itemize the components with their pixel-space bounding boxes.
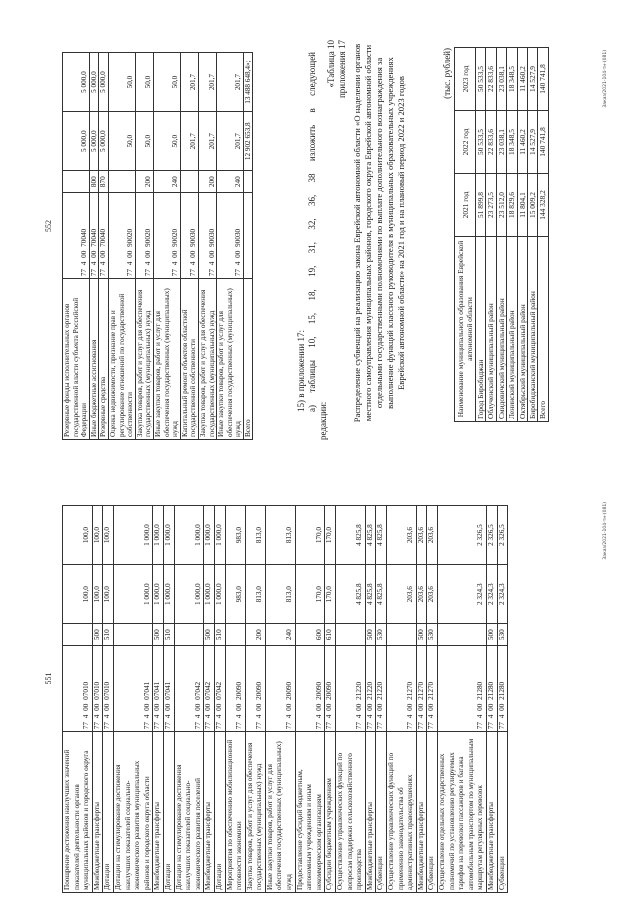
- row-code: 77 4 00 07041: [113, 646, 152, 732]
- row-name: Субвенции: [497, 732, 508, 893]
- row-name: Оценка недвижимости, признание прав и регулирование отношений по государственной собственности: [108, 279, 135, 440]
- table-row: [180, 53, 198, 440]
- row-name: Осуществление управленческих функций по вопросам поддержки сельскохозяйственного производства: [336, 732, 366, 893]
- row-expense-type: [63, 171, 90, 193]
- row-value-year-1: 1 000,0: [174, 565, 204, 624]
- row-expense-type: [174, 624, 204, 646]
- row-value-year-1: 201,7: [180, 112, 198, 171]
- row-value-year-1: 1 000,0: [163, 565, 174, 624]
- row-code: 77 4 00 21270: [416, 646, 427, 732]
- row-value-year-2: 1 000,0: [153, 506, 164, 565]
- subvention-row: [486, 48, 496, 422]
- row-name: Иные закупки товаров, работ и услуг для обеспечения государственных (муниципальных) нужд: [265, 732, 295, 893]
- row-value-year-1: 4 825,8: [376, 565, 387, 624]
- row-value-year-1: 203,6: [416, 565, 427, 624]
- table-heading: Распределение субвенций на реализацию закона Еврейской автономной области «О наделении органов местного самоуправления муниципальных районов, городского округа Еврейской автономной области отдельными государственными полномочиями по выплате дополнительного вознаграждения за выполнение функций классного руководителя в муниципальных образовательных учреждениях Еврейской автономной области» на 2021 год и на плановый период 2022 и 2023 годов: [352, 43, 406, 423]
- table-row: [295, 506, 325, 893]
- row-value-year-1: 813,0: [245, 565, 265, 624]
- row-value-year-2: 4 825,8: [336, 506, 366, 565]
- subvention-value: 11 804,1: [517, 174, 527, 237]
- subvention-value: 18 829,6: [507, 174, 517, 237]
- row-expense-type: 200: [135, 171, 153, 193]
- row-code: 77 4 00 07042: [204, 646, 215, 732]
- row-name: Дотации на стимулирование достижения наилучших показателей социально-экономического развития поселений: [174, 732, 204, 893]
- table-row: [63, 53, 90, 440]
- row-value-year-1: 50,0: [153, 112, 180, 171]
- row-value-year-1: 203,6: [387, 565, 417, 624]
- row-value-year-1: 4 825,8: [336, 565, 366, 624]
- row-value-year-2: 203,6: [387, 506, 417, 565]
- subvention-value: 140 741,8: [538, 111, 548, 174]
- table-row: [214, 506, 225, 893]
- subvention-value: 22 833,6: [486, 111, 496, 174]
- row-code: 77 4 00 90030: [180, 193, 198, 279]
- row-value-year-2: 13 488 648,4»;: [243, 53, 253, 112]
- row-code: 77 4 00 20090: [265, 646, 295, 732]
- table-row: [245, 506, 265, 893]
- row-expense-type: 240: [153, 171, 180, 193]
- row-value-year-1: 5 000,0: [99, 112, 109, 171]
- municipality-name: Биробиджанский муниципальный район: [528, 237, 538, 422]
- header-municipality: Наименование муниципального образования Еврейской автономной области: [455, 237, 476, 422]
- row-value-year-2: 170,0: [295, 506, 325, 565]
- subvention-value: 11 460,2: [517, 48, 527, 111]
- row-name: Межбюджетные трансферты: [416, 732, 427, 893]
- row-name: Субсидии бюджетным учреждениям: [325, 732, 336, 893]
- row-code: 77 4 00 90020: [135, 193, 153, 279]
- row-expense-type: 500: [416, 624, 427, 646]
- row-code: 77 4 00 70040: [63, 193, 90, 279]
- row-code: 77 4 00 21220: [365, 646, 376, 732]
- row-expense-type: 610: [325, 624, 336, 646]
- row-code: 77 4 00 70040: [89, 193, 99, 279]
- table-row: [174, 506, 204, 893]
- row-code: 77 4 00 07010: [103, 646, 114, 732]
- header-2021: 2021 год: [455, 174, 476, 237]
- table-row: [486, 506, 497, 893]
- row-value-year-1: 983,0: [225, 565, 245, 624]
- page-552: [0, 0, 639, 452]
- row-value-year-1: 2 324,3: [497, 565, 508, 624]
- row-value-year-2: 2 326,5: [486, 506, 497, 565]
- row-name: Закупка товаров, работ и услуг для обеспечения государственных (муниципальных) нужд: [198, 279, 216, 440]
- table-row: [243, 53, 253, 440]
- table-row: [265, 506, 295, 893]
- page-number: 552: [44, 220, 53, 232]
- row-value-year-1: 2 324,3: [437, 565, 486, 624]
- row-value-year-1: 203,6: [427, 565, 438, 624]
- table-row: [387, 506, 417, 893]
- table-row: [108, 53, 135, 440]
- subvention-value: 23 512,0: [496, 174, 506, 237]
- row-expense-type: 240: [265, 624, 295, 646]
- table-row: [325, 506, 336, 893]
- row-value-year-2: 201,7: [198, 53, 216, 112]
- row-code: 77 4 00 21280: [437, 646, 486, 732]
- row-code: 77 4 00 20090: [295, 646, 325, 732]
- table-row: [135, 53, 153, 440]
- table-row: [63, 506, 93, 893]
- table-row: [153, 506, 164, 893]
- row-expense-type: [63, 624, 93, 646]
- row-code: 77 4 00 07041: [153, 646, 164, 732]
- row-expense-type: 530: [497, 624, 508, 646]
- row-code: 77 4 00 20090: [225, 646, 245, 732]
- table-row: [198, 53, 216, 440]
- row-value-year-1: 1 000,0: [153, 565, 164, 624]
- row-name: Предоставление субсидий бюджетным, автономным учреждениям и иным некоммерческим организациям: [295, 732, 325, 893]
- subvention-value: 18 348,5: [507, 111, 517, 174]
- units-label: (тыс. рублей): [442, 48, 452, 99]
- table-row: [376, 506, 387, 893]
- table-row: [153, 53, 180, 440]
- budget-table: [62, 505, 508, 893]
- row-name: Межбюджетные трансферты: [486, 732, 497, 893]
- page-551: [0, 452, 639, 905]
- row-code: 77 4 00 21220: [336, 646, 366, 732]
- row-expense-type: 600: [295, 624, 325, 646]
- row-expense-type: 510: [103, 624, 114, 646]
- row-expense-type: 500: [153, 624, 164, 646]
- row-value-year-2: 100,0: [103, 506, 114, 565]
- row-expense-type: 200: [245, 624, 265, 646]
- table-row: [103, 506, 114, 893]
- row-name: Дотации: [163, 732, 174, 893]
- row-expense-type: 500: [204, 624, 215, 646]
- table-row: [92, 506, 103, 893]
- row-name: Иные бюджетные ассигнования: [89, 279, 99, 440]
- subvention-header-row: [455, 48, 476, 422]
- row-expense-type: [437, 624, 486, 646]
- subvention-value: 144 328,2: [538, 174, 548, 237]
- header-2022: 2022 год: [455, 111, 476, 174]
- row-value-year-2: 5 000,0: [63, 53, 90, 112]
- municipality-name: Смидовичский муниципальный район: [496, 237, 506, 422]
- row-name: Межбюджетные трансферты: [153, 732, 164, 893]
- row-name: Закупка товаров, работ и услуг для обеспечения государственных (муниципальных) нужд: [245, 732, 265, 893]
- subvention-row: [476, 48, 486, 422]
- municipality-name: Ленинский муниципальный район: [507, 237, 517, 422]
- row-code: 77 4 00 90020: [153, 193, 180, 279]
- subvention-value: 50 533,5: [476, 48, 486, 111]
- row-code: 77 4 00 07042: [214, 646, 225, 732]
- row-name: Поощрение достижения наилучших значений показателей деятельности органов муниципальных районов и городского округа: [63, 732, 93, 893]
- municipality-name: Октябрьский муниципальный район: [517, 237, 527, 422]
- row-code: 77 4 00 21270: [427, 646, 438, 732]
- row-value-year-2: 1 000,0: [113, 506, 152, 565]
- row-expense-type: 870: [99, 171, 109, 193]
- row-value-year-1: 1 000,0: [113, 565, 152, 624]
- row-code: 77 4 00 07010: [92, 646, 103, 732]
- row-value-year-2: 5 000,0: [99, 53, 109, 112]
- row-value-year-2: 1 000,0: [204, 506, 215, 565]
- row-value-year-2: 201,7: [180, 53, 198, 112]
- row-expense-type: [336, 624, 366, 646]
- row-expense-type: [243, 171, 253, 193]
- row-code: 77 4 00 90030: [217, 193, 244, 279]
- print-order-footer: Заказ/2021-104-тн-(081): [603, 502, 608, 560]
- row-name: Межбюджетные трансферты: [92, 732, 103, 893]
- row-name: Субвенции: [427, 732, 438, 893]
- row-value-year-1: 201,7: [198, 112, 216, 171]
- row-name: Осуществление управленческих функций по применению законодательства об административных правонарушениях: [387, 732, 417, 893]
- row-value-year-2: 50,0: [135, 53, 153, 112]
- redaction-text: редакции:: [318, 401, 328, 440]
- row-value-year-1: 1 000,0: [204, 565, 215, 624]
- table-row: [365, 506, 376, 893]
- table-row: [113, 506, 152, 893]
- row-value-year-2: 813,0: [265, 506, 295, 565]
- row-value-year-1: 170,0: [325, 565, 336, 624]
- row-expense-type: 200: [198, 171, 216, 193]
- row-expense-type: [180, 171, 198, 193]
- row-name: Дотации: [214, 732, 225, 893]
- row-value-year-1: 100,0: [103, 565, 114, 624]
- row-expense-type: [113, 624, 152, 646]
- subvention-row: [496, 48, 506, 422]
- table-row: [416, 506, 427, 893]
- subvention-value: 22 833,6: [486, 48, 496, 111]
- row-value-year-2: 50,0: [153, 53, 180, 112]
- subvention-value: 23 273,5: [486, 174, 496, 237]
- row-value-year-2: 5 000,0: [89, 53, 99, 112]
- row-name: Осуществление отдельных государственных полномочий по установлению регулируемых тарифов на перевозки пассажиров и багажа автомобильным транспортом по муниципальным маршрутам регулярных перевозок: [437, 732, 486, 893]
- row-expense-type: [108, 171, 135, 193]
- row-expense-type: 510: [163, 624, 174, 646]
- subvention-value: 140 741,8: [538, 48, 548, 111]
- row-name: Закупка товаров, работ и услуг для обеспечения государственных (муниципальных) нужд: [135, 279, 153, 440]
- subvention-value: 50 533,5: [476, 111, 486, 174]
- subvention-row: [517, 48, 527, 422]
- row-value-year-2: 203,6: [427, 506, 438, 565]
- subvention-value: 51 899,8: [476, 174, 486, 237]
- row-code: 77 4 00 90020: [108, 193, 135, 279]
- subvention-row: [528, 48, 538, 422]
- row-name: Дотации: [103, 732, 114, 893]
- row-name: Субвенции: [376, 732, 387, 893]
- table-row: [89, 53, 99, 440]
- subvention-value: 14 527,9: [528, 111, 538, 174]
- municipality-name: Всего: [538, 237, 548, 422]
- table-row: [336, 506, 366, 893]
- row-value-year-2: 983,0: [225, 506, 245, 565]
- row-name: Капитальный ремонт объектов областной государственной собственности: [180, 279, 198, 440]
- row-name: Межбюджетные трансферты: [204, 732, 215, 893]
- row-expense-type: 510: [214, 624, 225, 646]
- row-expense-type: 500: [92, 624, 103, 646]
- row-value-year-2: 1 000,0: [174, 506, 204, 565]
- row-value-year-1: 813,0: [265, 565, 295, 624]
- table-ref-line-1: «Таблица 10: [326, 40, 336, 88]
- subvention-value: 15 009,2: [528, 174, 538, 237]
- subvention-value: 14 527,9: [528, 48, 538, 111]
- item-15-text: 15) в приложении 17:: [296, 330, 306, 412]
- row-value-year-1: 50,0: [108, 112, 135, 171]
- row-code: 77 4 00 21270: [387, 646, 417, 732]
- row-value-year-1: 50,0: [135, 112, 153, 171]
- row-code: 77 4 00 90030: [198, 193, 216, 279]
- subvention-row: [538, 48, 548, 422]
- row-name: Дотации на стимулирование достижения наилучших показателей социально-экономического развития муниципальных районов и городского округа области: [113, 732, 152, 893]
- row-value-year-2: 2 326,5: [497, 506, 508, 565]
- row-value-year-1: 4 825,8: [365, 565, 376, 624]
- row-value-year-2: 100,0: [63, 506, 93, 565]
- print-order-footer: Заказ/2021-104-тн-(081): [603, 50, 608, 108]
- row-value-year-1: 1 000,0: [214, 565, 225, 624]
- row-code: 77 4 00 20090: [325, 646, 336, 732]
- row-name: Иные закупки товаров, работ и услуг для обеспечения государственных (муниципальных) нужд: [153, 279, 180, 440]
- row-code: 77 4 00 20090: [245, 646, 265, 732]
- table-row: [497, 506, 508, 893]
- subvention-value: 18 348,5: [507, 48, 517, 111]
- row-value-year-1: 100,0: [63, 565, 93, 624]
- row-expense-type: 500: [486, 624, 497, 646]
- table-row: [427, 506, 438, 893]
- municipality-name: Облученский муниципальный район: [486, 237, 496, 422]
- municipality-name: Город Биробиджан: [476, 237, 486, 422]
- page-number: 551: [44, 672, 53, 685]
- row-value-year-2: 203,6: [416, 506, 427, 565]
- row-code: 77 4 00 07042: [174, 646, 204, 732]
- row-name: Резервные средства: [99, 279, 109, 440]
- row-value-year-2: 4 825,8: [376, 506, 387, 565]
- row-value-year-1: 170,0: [295, 565, 325, 624]
- row-code: 77 4 00 21280: [497, 646, 508, 732]
- row-code: 77 4 00 21280: [486, 646, 497, 732]
- row-expense-type: 240: [217, 171, 244, 193]
- row-code: 77 4 00 21220: [376, 646, 387, 732]
- budget-table: [62, 52, 253, 440]
- table-row: [204, 506, 215, 893]
- row-name: Иные закупки товаров, работ и услуг для обеспечения государственных (муниципальных) нужд: [217, 279, 244, 440]
- row-expense-type: 530: [427, 624, 438, 646]
- table-row: [217, 53, 244, 440]
- row-expense-type: [225, 624, 245, 646]
- row-code: [243, 193, 253, 279]
- row-value-year-1: 100,0: [92, 565, 103, 624]
- row-value-year-1: 5 000,0: [89, 112, 99, 171]
- row-name: Мероприятия по обеспечению мобилизационной готовности экономики: [225, 732, 245, 893]
- row-value-year-2: 100,0: [92, 506, 103, 565]
- row-code: 77 4 00 07010: [63, 646, 93, 732]
- subvention-table: [454, 47, 549, 422]
- row-value-year-2: 2 326,5: [437, 506, 486, 565]
- row-code: 77 4 00 70040: [99, 193, 109, 279]
- item-a-text: а) таблицы 10, 15, 18, 19, 31, 32, 36, 38 изложить в следующей: [307, 52, 317, 412]
- row-value-year-1: 201,7: [217, 112, 244, 171]
- subvention-value: 23 038,1: [496, 111, 506, 174]
- table-row: [163, 506, 174, 893]
- row-name: Резервные фонды исполнительных органов государственной власти субъекта Российской Федерации: [63, 279, 90, 440]
- subvention-value: 11 460,2: [517, 111, 527, 174]
- row-value-year-2: 201,7: [217, 53, 244, 112]
- row-expense-type: [387, 624, 417, 646]
- row-value-year-2: 170,0: [325, 506, 336, 565]
- row-value-year-2: 50,0: [108, 53, 135, 112]
- row-value-year-1: 12 902 653,8: [243, 112, 253, 171]
- header-2023: 2023 год: [455, 48, 476, 111]
- table-row: [225, 506, 245, 893]
- table-reference: [326, 40, 348, 98]
- subvention-row: [507, 48, 517, 422]
- row-expense-type: 530: [376, 624, 387, 646]
- row-value-year-1: 5 000,0: [63, 112, 90, 171]
- row-expense-type: 500: [365, 624, 376, 646]
- row-code: 77 4 00 07041: [163, 646, 174, 732]
- row-value-year-2: 1 000,0: [214, 506, 225, 565]
- row-value-year-1: 2 324,3: [486, 565, 497, 624]
- row-value-year-2: 4 825,8: [365, 506, 376, 565]
- row-value-year-2: 813,0: [245, 506, 265, 565]
- table-row: [99, 53, 109, 440]
- row-expense-type: 800: [89, 171, 99, 193]
- table-ref-line-2: приложения 17: [337, 40, 347, 99]
- table-row: [437, 506, 486, 893]
- row-name: Межбюджетные трансферты: [365, 732, 376, 893]
- row-value-year-2: 1 000,0: [163, 506, 174, 565]
- subvention-value: 23 038,1: [496, 48, 506, 111]
- row-name: Всего: [243, 279, 253, 440]
